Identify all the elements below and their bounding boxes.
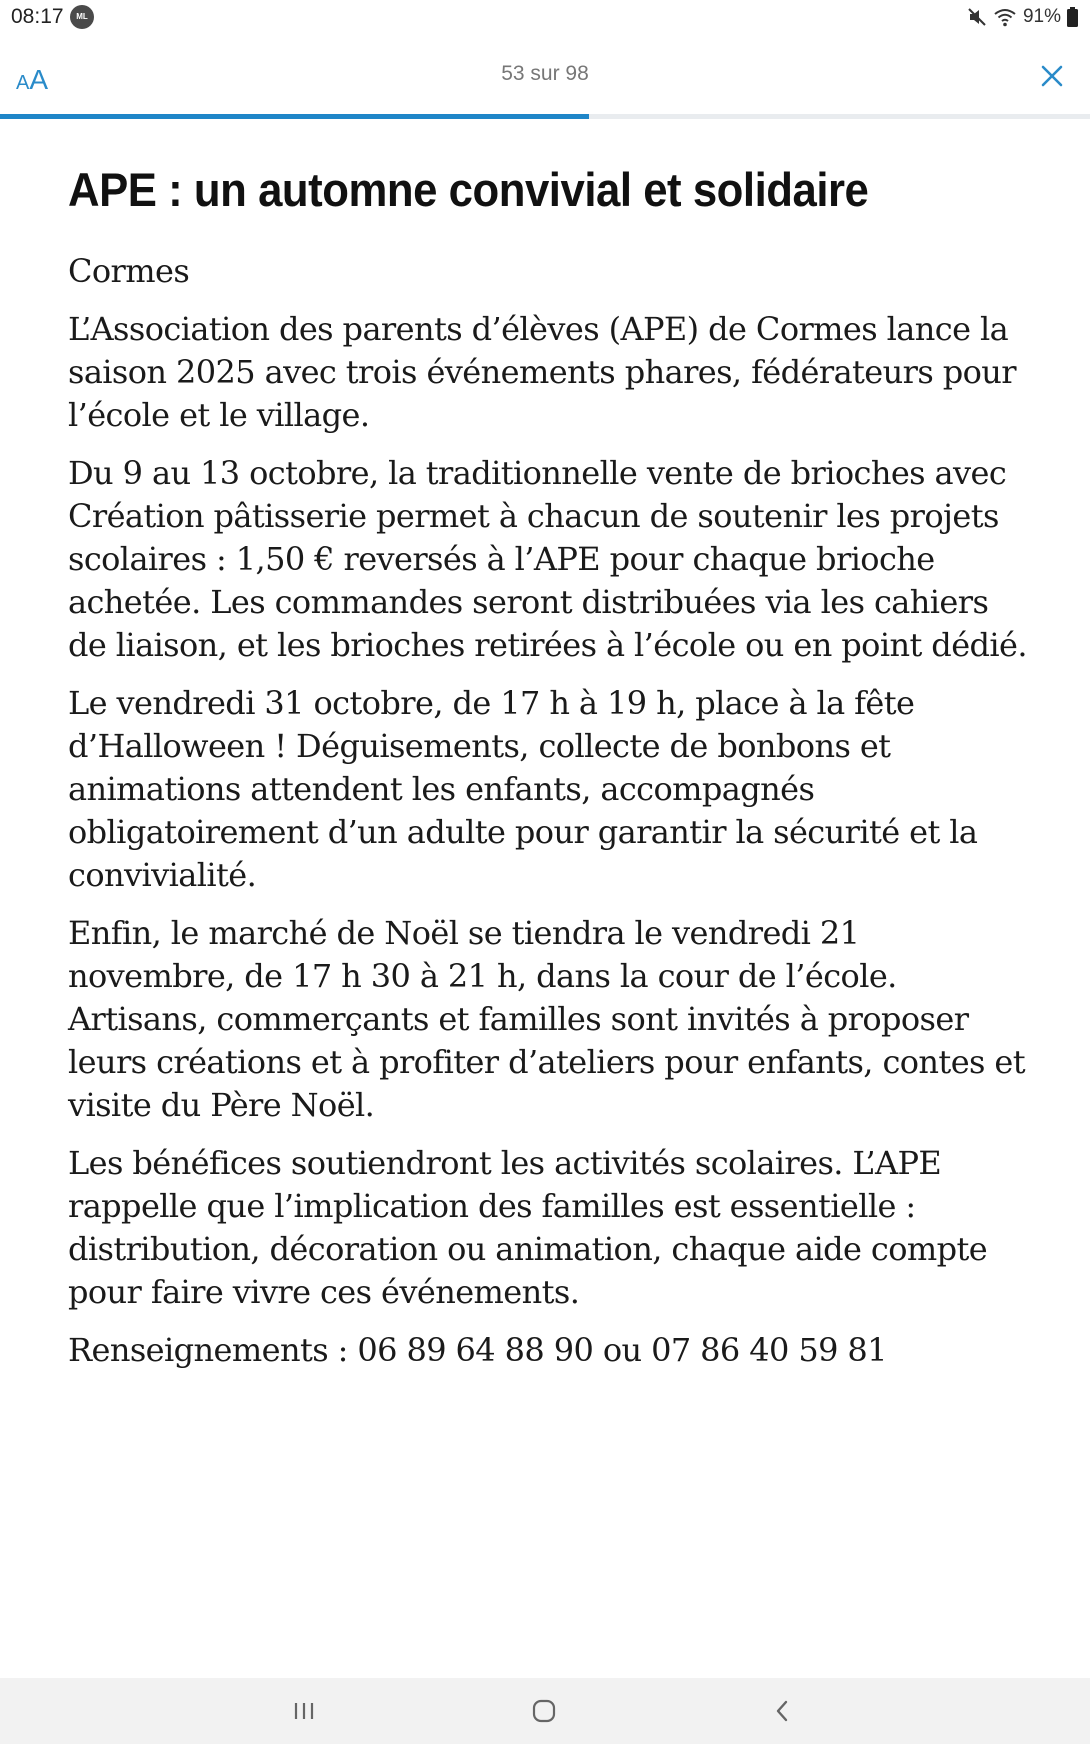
battery-icon	[1067, 7, 1078, 27]
reader-toolbar	[0, 40, 1090, 110]
status-time: 08:17	[11, 5, 64, 28]
battery-percent: 91%	[1022, 6, 1061, 27]
navigation-bar	[0, 1678, 1090, 1744]
article-location: Cormes	[68, 252, 190, 290]
article-paragraph: Le vendredi 31 octobre, de 17 h à 19 h, place à la fête d’Halloween ! Déguisements, collecte de bonbons et animations attendent les enfants, accompagnés obligatoirement d’un adulte pour garantir la sécurité et la convivialité.	[68, 684, 978, 894]
article-paragraph: Les bénéfices soutiendront les activités scolaires. L’APE rappelle que l’implication des familles est essentielle : distribution, décoration ou animation, chaque aide compte pour faire vivre ces événements.	[68, 1144, 988, 1311]
notification-badge-icon: ML	[70, 5, 94, 29]
page-counter: 53 sur 98	[501, 62, 589, 85]
home-icon	[531, 1698, 557, 1724]
article-title: APE : un automne convivial et solidaire	[68, 163, 869, 216]
mute-icon	[967, 7, 987, 27]
recents-button[interactable]	[274, 1691, 334, 1731]
back-icon	[772, 1698, 792, 1724]
close-button[interactable]	[1036, 60, 1068, 92]
status-icons	[967, 4, 1078, 30]
recents-icon	[292, 1700, 316, 1722]
article-paragraph: Enfin, le marché de Noël se tiendra le vendredi 21 novembre, de 17 h 30 à 21 h, dans la cour de l’école. Artisans, commerçants et familles sont invités à proposer leurs créations et à profiter d’ateliers pour enfants, contes et visite du Père Noël.	[68, 914, 1026, 1124]
close-icon	[1036, 60, 1068, 92]
article	[68, 160, 1028, 1387]
home-button[interactable]	[514, 1691, 574, 1731]
reading-progress-fill	[0, 114, 589, 119]
font-size-large-icon: A	[29, 64, 49, 95]
article-paragraph: Renseignements : 06 89 64 88 90 ou 07 86 40 59 81	[68, 1331, 887, 1369]
article-paragraph: Du 9 au 13 octobre, la traditionnelle vente de brioches avec Création pâtisserie permet à chacun de soutenir les projets scolaires : 1,50 € reversés à l’APE pour chaque brioche achetée. Les commandes seront distribuées via les cahiers de liaison, et les brioches retirées à l’école ou en point dédié.	[68, 454, 1027, 664]
article-paragraph: L’Association des parents d’élèves (APE) de Cormes lance la saison 2025 avec trois événements phares, fédérateurs pour l’école et le village.	[68, 310, 1016, 434]
back-button[interactable]	[752, 1691, 812, 1731]
reading-progress-bar	[0, 114, 1090, 119]
font-size-small-icon: A	[16, 72, 30, 94]
status-bar	[0, 0, 1090, 34]
wifi-icon	[993, 7, 1017, 27]
